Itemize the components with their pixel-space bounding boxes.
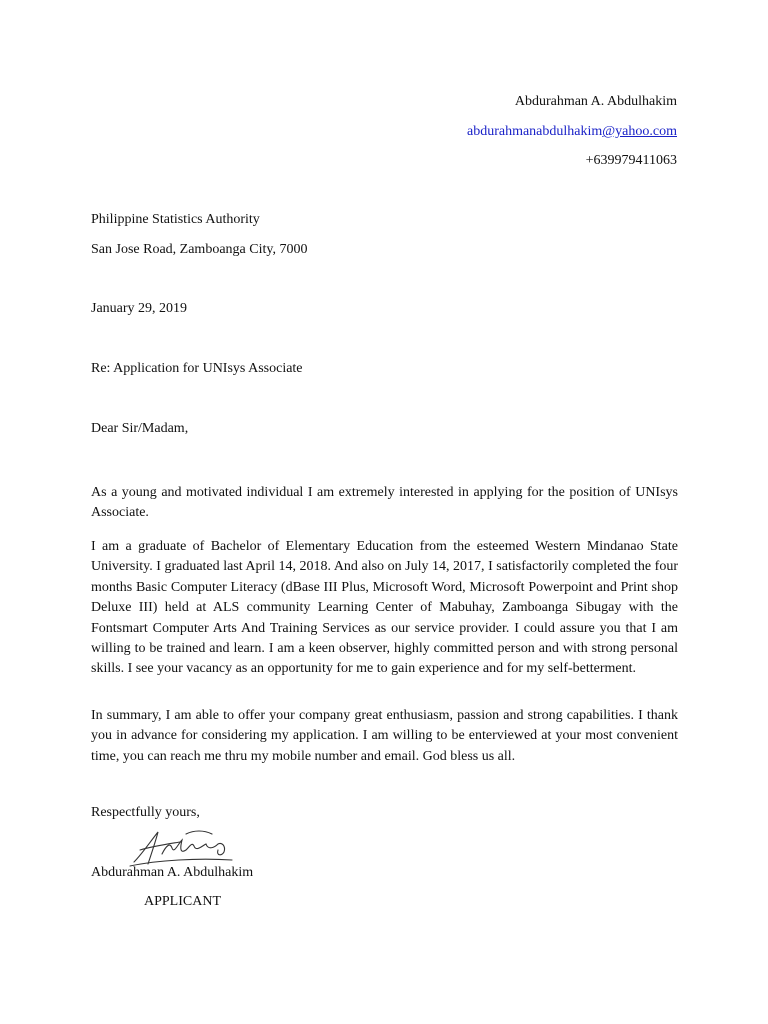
- salutation: Dear Sir/Madam,: [91, 421, 189, 436]
- email-user[interactable]: abdurahmanabdulhakim: [466, 124, 603, 139]
- signature-image: [128, 824, 236, 868]
- valediction: Respectfully yours,: [91, 805, 200, 820]
- sender-name: Abdurahman A. Abdulhakim: [514, 94, 677, 109]
- letter-date: January 29, 2019: [91, 301, 188, 316]
- signer-name: Abdurahman A. Abdulhakim: [91, 865, 254, 880]
- body-paragraph-3: In summary, I am able to offer your company great enthusiasm, passion and strong capabilities. I thank you in advance for considering my application. I am willing to be enterviewed at your most convenient time, you can reach me thru my mobile number and email. God bless us all.: [91, 708, 678, 764]
- letter-subject: Re: Application for UNIsys Associate: [91, 361, 303, 376]
- body-paragraph-1: As a young and motivated individual I am extremely interested in applying for the position of UNIsys Associate.: [91, 485, 678, 521]
- recipient-organization: Philippine Statistics Authority: [91, 212, 260, 227]
- email-domain[interactable]: @yahoo.com: [602, 124, 677, 139]
- body-paragraph-2: I am a graduate of Bachelor of Elementary Education from the esteemed Western Mindanao State University. I graduated last April 14, 2018. And also on July 14, 2017, I satisfactorily completed the four months Basic Computer Literacy (dBase III Plus, Microsoft Word, Microsoft Powerpoint and Print shop Deluxe III) held at ALS community Learning Center of Mabuhay, Zamboanga Sibugay with the Fontsmart Computer Arts And Training Services as our service provider. I could assure you that I am willing to be trained and learn. I am a keen observer, highly committed person and with strong personal skills. I see your vacancy as an opportunity for me to gain experience and for my self-betterment.: [91, 539, 678, 677]
- sender-email[interactable]: [467, 123, 677, 141]
- recipient-address: San Jose Road, Zamboanga City, 7000: [91, 242, 308, 257]
- signer-title: APPLICANT: [144, 894, 222, 909]
- sender-phone: +639979411063: [585, 153, 677, 168]
